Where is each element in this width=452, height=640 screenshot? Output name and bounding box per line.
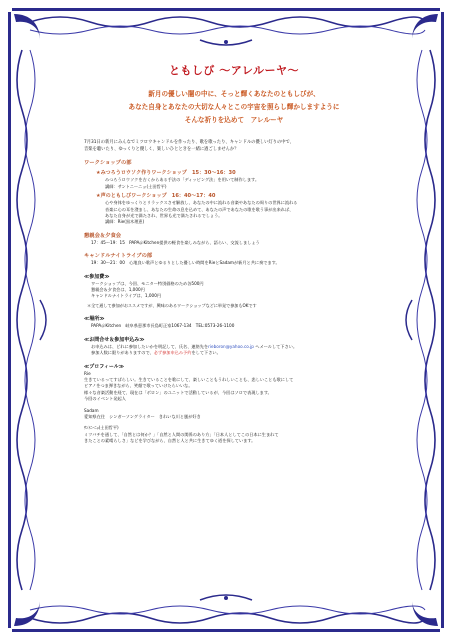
fee-line: ワークショップは、今回、モニター特別価格のため各500円 (91, 280, 204, 286)
profile-line: 生きているってすばらしい。生きていることを歌にして、楽しいこともうれしいことも、悲しいことも歌にして (84, 376, 294, 382)
intro-text (84, 139, 384, 153)
live-line: 19：30〜21：00 心地良い歌声とゆるりとした優しい時間をRieとSadamが新月と共に奏でます。 (91, 260, 280, 266)
contact-text: お申込みは、どれに参加したいかを明記して、氏名、連絡先を (91, 343, 209, 349)
contact-heading: ≪お問合せ＆参加申込み≫ (84, 336, 145, 343)
workshop-2-line: 心や身体をゆっくりとリラックスさせ解放し、あなたの中に流れる音楽やあなたの周りの世界に流れる (105, 200, 298, 206)
profile-line: 今回のイベント発起人 (84, 396, 126, 402)
intro-line: 音楽を聴いたり、ゆっくりと優しく、楽しいひとときを一緒に過ごしませんか？ (84, 147, 239, 153)
workshop-heading: ワークショップの部 (84, 160, 132, 167)
contact-text: をして下さい。 (191, 350, 221, 356)
border-bottom (12, 595, 440, 632)
contact-line-2 (91, 350, 384, 356)
workshop-1-line: 講師：サントニーニョ(土田哲平) (105, 183, 167, 189)
contact-email-link[interactable]: rieboron@yahoo.co.jp (208, 343, 254, 349)
workshop-2-body (105, 200, 384, 226)
profile-line: 愛知県在住 シンガーソングライター きれいな川と風が好き (84, 413, 201, 419)
fee-heading: ≪参加費≫ (84, 273, 110, 280)
fee-line: 懇親会＆夕食会は、1,000円 (91, 287, 145, 293)
live-heading: キャンドルナイトライブの部 (84, 253, 153, 260)
profile-name: ｻﾝﾄﾆｰﾆｮ(土田哲平) (84, 425, 119, 431)
venue-heading: ≪場所≫ (84, 316, 105, 323)
workshop-2-line: 音楽に心の耳を澄まし、あなたの生命の息を込めて、あなたの声であなたの歌を歌う事が出来れば、 (105, 206, 294, 212)
profile-line: ピアノをつま弾きながら、笑顔で歌っていけたらいいな。 (84, 383, 193, 389)
workshop-1-body (105, 177, 384, 190)
workshop-1-line: みつろうロウソクを古くからある手法の「ディッピング法」を用いて制作します。 (105, 177, 260, 183)
fee-line: キャンドルナイトライブは、1,000円 (91, 293, 162, 299)
profile-heading: ≪プロフィール≫ (84, 363, 124, 370)
border-right (406, 12, 444, 628)
profile-name: Sadam (84, 407, 99, 413)
profile-name: Rie (84, 370, 91, 376)
profile-sadam (84, 408, 384, 421)
dinner-line: 17：45〜19：15 PAPA＠Kitchen提供の軽食を楽しみながら、語らい、交流しましょう (91, 239, 260, 245)
lead-line: 新月の優しい闇の中に、そっと輝くあなたのともしびが、 (148, 90, 320, 98)
contact-text: 参加人数に限りがありますので、 (91, 350, 154, 356)
flyer-content (84, 62, 384, 445)
profile-line: きたことの素晴らしさ」などを学びながら、自然と人と共に生きてゆく道を探しています。 (84, 438, 256, 444)
workshop-2-title: ★声のともしびワークショップ 16：40〜17：40 (96, 193, 216, 200)
lead-line: あなた自身とあなたの大切な人々とこの宇宙を照らし輝かしますように (128, 103, 340, 111)
profile-line: ミツバチを通して、「自然とは何か？」「自然と人間の関係のあり方」「日本人としてこの日本に生まれて (84, 431, 279, 437)
border-left (8, 12, 46, 628)
fee-body (91, 281, 384, 300)
profile-santonino (84, 425, 384, 444)
fee-note: ＊全て通して参加がおススメですが、興味のあるワークショップなどに単発で参加もOKです (87, 302, 257, 308)
contact-body (91, 344, 384, 357)
lead-line: そんな祈りを込めて アレルーヤ (184, 116, 284, 124)
contact-text: へメールして下さい。 (253, 343, 298, 349)
workshop-2-line: あなた自身が光で満たされ、世界も光で満たされるでしょう。 (105, 213, 223, 219)
profile-rie (84, 371, 384, 403)
venue-line: PAPA＠Kitchen 岐阜県恵那市長島町正家1067-134 TEL:0573-26-1100 (91, 323, 235, 329)
lead-text (84, 88, 384, 127)
workshop-1-title: ★みつろうロウソク作りワークショップ 15：30〜16：30 (96, 170, 236, 177)
border-top (12, 8, 440, 45)
profile-line: 様々な音楽活動を経て、現在は「ボロン」のユニットで活動しているが、今回はソロで表現します。 (84, 389, 272, 395)
workshop-2-line: 講師：Rie(黒木理恵) (105, 219, 145, 225)
dinner-heading: 懇親会＆夕食会 (84, 232, 122, 239)
event-title: ともしび 〜アレルーヤ〜 (168, 64, 300, 77)
reservation-required-text: 必ず参加申込み予約 (153, 350, 192, 356)
intro-line: 7月31日の新月にみんなでミツロウキャンドルを作ったり、歌を歌ったり、キャンドルの優しい灯りの中で、 (84, 140, 295, 145)
